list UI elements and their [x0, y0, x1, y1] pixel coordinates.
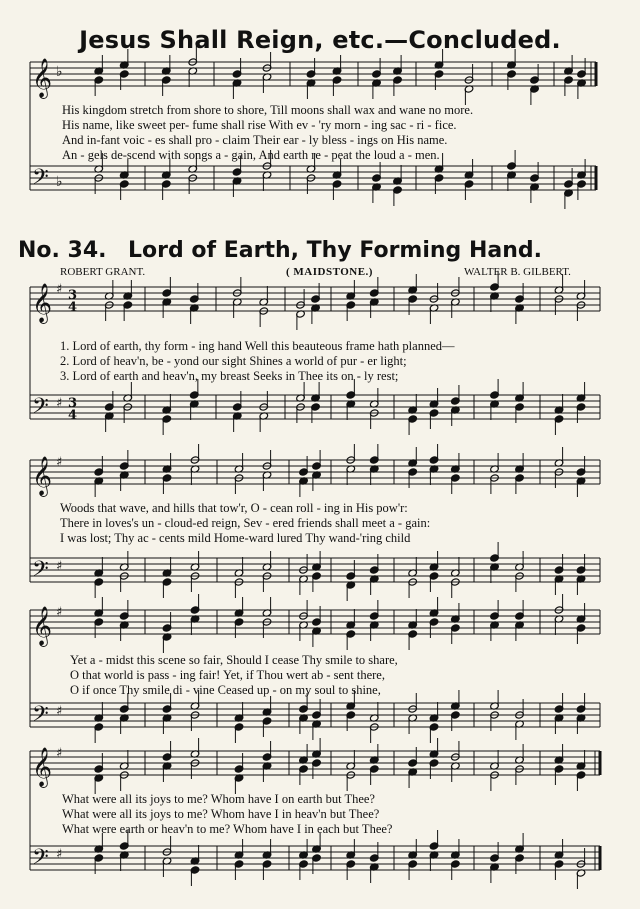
verse-1-line: Yet a - midst this scene so fair, Should I cease Thy smile to share,	[70, 653, 398, 667]
treble-clef: 𝄞	[32, 283, 53, 323]
treble-clef: 𝄞	[32, 747, 53, 787]
sharp-sign: ♯	[56, 396, 63, 411]
lyric-line: And in-fant voic - es shall pro - claim Their ear - ly bless - ings on His name.	[62, 133, 448, 147]
verse-2-line: There in loves's un - cloud-ed reign, Sev - ered friends shall meet a - gain:	[60, 516, 431, 530]
sharp-sign: ♯	[56, 455, 63, 470]
bass-clef: 𝄢	[32, 845, 49, 875]
bass-clef: 𝄢	[32, 394, 49, 424]
verse-1-line: Woods that wave, and hills that tow'r, O - cean roll - ing in His pow'r:	[60, 501, 408, 515]
time-signature: 4	[68, 300, 78, 315]
page-title: Jesus Shall Reign, etc.—Concluded.	[79, 26, 561, 54]
bass-clef: 𝄢	[32, 702, 49, 732]
verse-1-line: What were all its joys to me? Whom have I on earth but Thee?	[62, 792, 375, 806]
bass-clef: 𝄢	[32, 557, 49, 587]
sharp-sign: ♯	[56, 605, 63, 620]
flat-sign: ♭	[56, 174, 63, 190]
sharp-sign: ♯	[56, 704, 63, 719]
flat-sign: ♭	[56, 64, 63, 80]
verse-3-line: 3. Lord of earth and heav'n, my breast Seeks in Thee its on - ly rest;	[60, 369, 399, 383]
verse-2-line: O that world is pass - ing fair! Yet, if Thou wert ab - sent there,	[70, 668, 385, 682]
sharp-sign: ♯	[56, 282, 63, 297]
hymn-composer: WALTER B. GILBERT.	[464, 266, 571, 278]
verse-1-line: 1. Lord of earth, thy form - ing hand Well this beauteous frame hath planned—	[60, 339, 455, 353]
hymn-number: No. 34.	[18, 238, 107, 263]
bass-clef: 𝄢	[32, 165, 49, 195]
lyric-line: His name, like sweet per- fume shall rise With ev - 'ry morn - ing sac - ri - fice.	[62, 118, 457, 132]
treble-clef: 𝄞	[32, 606, 53, 646]
lyric-line: An - gels de-scend with songs a - gain, And earth re - peat the loud a - men.	[62, 148, 440, 162]
verse-3-line: O if once Thy smile di - vine Ceased up - on my soul to shine,	[70, 683, 381, 697]
verse-3-line: What were earth or heav'n to me? Whom have I in each but Thee?	[62, 822, 393, 836]
sharp-sign: ♯	[56, 847, 63, 862]
verse-2-line: What were all its joys to me? Whom have I in heav'n but Thee?	[62, 807, 380, 821]
time-signature: 3	[68, 396, 78, 411]
hymn-author: ROBERT GRANT.	[60, 266, 146, 278]
tune-name: ( MAIDSTONE.)	[286, 266, 373, 278]
treble-clef: 𝄞	[32, 456, 53, 496]
verse-3-line: I was lost; Thy ac - cents mild Home-ward lured Thy wand-'ring child	[60, 531, 411, 545]
time-signature: 4	[68, 408, 78, 423]
sharp-sign: ♯	[56, 746, 63, 761]
sharp-sign: ♯	[56, 559, 63, 574]
treble-clef: 𝄞	[32, 58, 53, 98]
time-signature: 3	[68, 288, 78, 303]
hymn-title: Lord of Earth, Thy Forming Hand.	[128, 238, 542, 263]
lyric-line: His kingdom stretch from shore to shore, Till moons shall wax and wane no more.	[62, 103, 474, 117]
verse-2-line: 2. Lord of heav'n, be - yond our sight Shines a world of pur - er light;	[60, 354, 407, 368]
